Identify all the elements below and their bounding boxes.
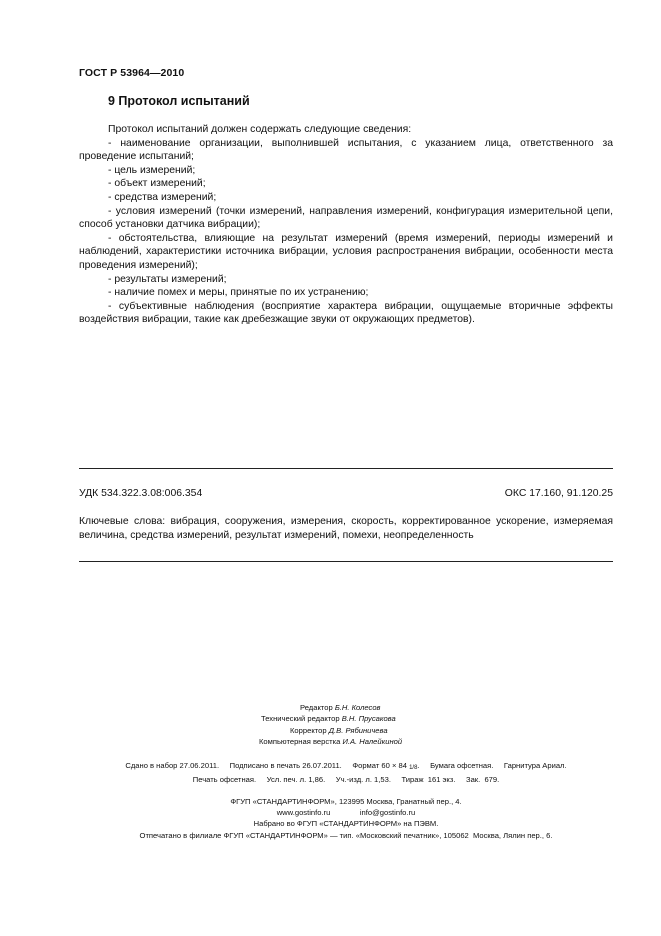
udk-code: УДК 534.322.3.08:006.354 xyxy=(79,488,203,499)
list-item: - средства измерений; xyxy=(108,191,217,203)
print-details-a: Сдано в набор 27.06.2011. Подписано в печать 26.07.2011. Формат 60 × 84 xyxy=(125,761,410,770)
print-details-b: . Бумага офсетная. Гарнитура Ариал. xyxy=(417,761,567,770)
typeset-note: Набрано во ФГУП «СТАНДАРТИНФОРМ» на ПЭВМ. xyxy=(253,819,439,829)
staff-credits xyxy=(240,702,480,748)
staff-role: Компьютерная верстка xyxy=(259,737,341,747)
list-item: - обстоятельства, влияющие на результат измерений (время измерений, периоды измерений и наблюдений, характеристики источника вибрации, условия распространения вибрации, особенности места проведения измерений); xyxy=(79,232,613,271)
publisher-web[interactable]: www.gostinfo.ru xyxy=(276,808,331,818)
section-title: 9 Протокол испытаний xyxy=(108,94,250,108)
oks-code: ОКС 17.160, 91.120.25 xyxy=(504,488,613,499)
list-item: - объект измерений; xyxy=(108,178,206,190)
list-item: - наличие помех и меры, принятые по их устранению; xyxy=(108,287,369,299)
staff-role: Редактор xyxy=(300,703,333,712)
list-item: - субъективные наблюдения (восприятие характера вибрации, ощущаемые вторичные эффекты воздействия вибрации, такие как дребезжащие звуки от окружающих предметов). xyxy=(79,300,613,326)
publisher-block xyxy=(79,796,613,841)
staff-row xyxy=(240,725,480,736)
list-item: - цель измерений; xyxy=(108,164,196,176)
paragraph: Протокол испытаний должен содержать следующие сведения: xyxy=(108,124,412,135)
list-item: - условия измерений (точки измерений, направления измерений, конфигурация измерительной цепи, способ установки датчика вибрации); xyxy=(79,205,613,231)
staff-name: Б.Н. Колесов xyxy=(334,703,381,712)
staff-row xyxy=(240,702,480,713)
staff-role: Корректор xyxy=(290,725,327,735)
divider-bottom xyxy=(79,561,613,562)
format-fraction: 1/8 xyxy=(409,765,418,771)
list-item: - наименование организации, выполнившей испытания, с указанием лица, ответственного за проведение испытаний; xyxy=(79,137,613,163)
publisher-email[interactable]: info@gostinfo.ru xyxy=(359,808,416,818)
list-item: - результаты измерений; xyxy=(108,273,227,285)
print-details-line-1 xyxy=(79,760,613,774)
keywords: Ключевые слова: вибрация, сооружения, измерения, скорость, корректированное ускорение, измеряемая величина, средства измерений, результат измерений, помехи, неопределенность xyxy=(79,516,613,541)
staff-name: И.А. Налейкиной xyxy=(342,737,403,747)
staff-row xyxy=(240,713,480,724)
printed-note: Отпечатано в филиале ФГУП «СТАНДАРТИНФОРМ» — тип. «Московский печатник», 105062 Москва, Лялин пер., 6. xyxy=(139,830,553,840)
publisher-address: ФГУП «СТАНДАРТИНФОРМ», 123995 Москва, Гранатный пер., 4. xyxy=(230,797,462,806)
print-details-line-2: Печать офсетная. Усл. печ. л. 1,86. Уч.-изд. л. 1,53. Тираж 161 экз. Зак. 679. xyxy=(192,775,500,784)
standard-code: ГОСТ Р 53964—2010 xyxy=(79,67,185,79)
staff-role: Технический редактор xyxy=(261,714,340,724)
publisher-contacts xyxy=(79,807,613,818)
staff-name: Д.В. Рябиничева xyxy=(328,725,388,735)
staff-row xyxy=(240,736,480,747)
section-body xyxy=(79,123,613,327)
divider-top xyxy=(79,468,613,469)
staff-name: В.Н. Прусакова xyxy=(341,714,396,724)
